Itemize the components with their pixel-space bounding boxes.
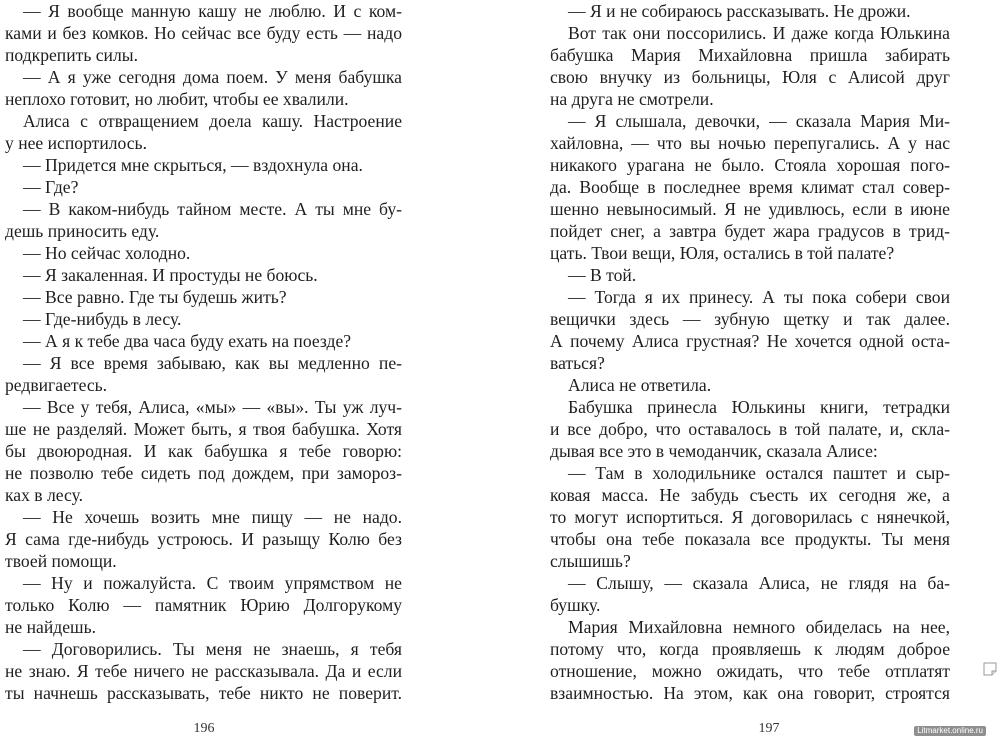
text-line: — Все равно. Где ты будешь жить?	[23, 287, 287, 307]
text-line: — Договорились. Ты меня не знаешь, я тебя	[23, 639, 402, 659]
text-line: слышишь?	[550, 551, 631, 571]
text-line: ках в лесу.	[5, 485, 84, 505]
text-line: ками и без комков. Но сейчас все буду есть — надо	[5, 23, 402, 43]
text-line: на друга не смотрели.	[550, 89, 714, 109]
text-line: — Я слышала, девочки, — сказала Мария Ми-	[568, 111, 950, 131]
text-line: то могут испортиться. Я договорилась с нянечкой,	[550, 507, 950, 527]
text-line: не знаю. Я тебе ничего не рассказывала. Да и если	[5, 661, 402, 681]
text-line: не найдешь.	[5, 617, 96, 637]
text-line: потому что, когда проявляешь к людям доброе	[550, 639, 950, 659]
text-line: хайловна, — что вы ночью перепугались. А у нас	[550, 133, 950, 153]
text-line: — А я уже сегодня дома поем. У меня бабушка	[23, 67, 402, 87]
left-page	[0, 0, 470, 738]
text-line: вещички здесь — зубную щетку и так далее.	[550, 309, 950, 329]
text-line: твоей помощи.	[5, 551, 117, 571]
text-line: Бабушка принесла Юлькины книги, тетрадки	[568, 397, 950, 417]
text-line: — Все у тебя, Алиса, «мы» — «вы». Ты уж луч-	[23, 397, 402, 417]
text-line: взаимностью. На этом, как она говорит, строятся	[550, 683, 950, 703]
text-line: шенно невыносимый. Я не удивлюсь, если в июне	[550, 199, 950, 219]
text-line: у нее испортилось.	[5, 133, 147, 153]
text-line: никакого урагана не было. Стояла хорошая пого-	[550, 155, 950, 175]
text-line: — Я вообще манную кашу не люблю. И с ком-	[23, 1, 402, 21]
text-line: дывая все это в чемоданчик, сказала Алисе:	[550, 441, 878, 461]
text-line: редвигаетесь.	[5, 375, 108, 395]
text-line: пойдет снег, а завтра будет жара градусов в трид-	[550, 221, 950, 241]
page-curl-icon[interactable]	[982, 661, 998, 677]
text-line: бушку.	[550, 595, 601, 615]
text-line: — Я и не собираюсь рассказывать. Не дрожи.	[568, 1, 911, 21]
text-line: Я сама где-нибудь устроюсь. И разыщу Колю без	[5, 529, 402, 549]
text-line: — Не хочешь возить мне пищу — не надо.	[23, 507, 402, 527]
text-line: свою внучку из больницы, Юля с Алисой друг	[550, 67, 950, 87]
page-number: 197	[758, 721, 780, 736]
text-line: — Я закаленная. И простуды не боюсь.	[23, 265, 318, 285]
text-line: Мария Михайловна немного обиделась на нее,	[568, 617, 950, 637]
text-line: — Но сейчас холодно.	[23, 243, 191, 263]
text-line: — Тогда я их принесу. А ты пока собери свои	[568, 287, 950, 307]
text-line: да. Вообще в последнее время климат стал совер-	[550, 177, 950, 197]
text-line: бабушка Мария Михайловна пришла забирать	[550, 45, 950, 65]
text-line: — Где-нибудь в лесу.	[23, 309, 182, 329]
text-line: подкрепить силы.	[5, 45, 138, 65]
text-line: только Колю — памятник Юрию Долгорукому	[5, 595, 402, 615]
text-line: А почему Алиса грустная? Не хочется одной оста-	[550, 331, 950, 351]
text-line: — В каком-нибудь тайном месте. А ты мне бу-	[23, 199, 402, 219]
text-line: ваться?	[550, 353, 605, 373]
page-number: 196	[193, 721, 215, 736]
text-line: — Я все время забываю, как вы медленно пе-	[23, 353, 402, 373]
text-line: — Там в холодильнике остался паштет и сыр-	[568, 463, 950, 483]
text-line: чтобы она тебе показала все продукты. Ты меня	[550, 529, 950, 549]
text-line: — А я к тебе два часа буду ехать на поезде?	[23, 331, 352, 351]
text-line: дешь приносить еду.	[5, 221, 160, 241]
right-page	[520, 0, 1000, 738]
text-line: Алиса с отвращением доела кашу. Настроение	[23, 111, 402, 131]
text-line: — Где?	[23, 177, 79, 197]
text-line: и все добро, что оставалось в той палате, и, скла-	[550, 419, 950, 439]
text-line: — Придется мне скрыться, — вздохнула она.	[23, 155, 363, 175]
watermark: Litmarket.online.ru	[914, 726, 986, 736]
text-line: — В той.	[568, 265, 637, 285]
text-line: отношение, можно ожидать, что тебе отплатят	[550, 661, 950, 681]
text-line: ше не разделяй. Может быть, я твоя бабушка. Хотя	[5, 419, 402, 439]
text-line: ковая масса. Не забудь съесть их сегодня же, а	[550, 485, 950, 505]
text-line: не позволю тебе сидеть под дождем, при замороз-	[5, 463, 402, 483]
text-line: ты начнешь рассказывать, тебе никто не поверит.	[5, 683, 402, 703]
text-line: — Ну и пожалуйста. С твоим упрямством не	[23, 573, 402, 593]
text-line: Вот так они поссорились. И даже когда Юлькина	[568, 23, 950, 43]
text-line: неплохо готовит, но любит, чтобы ее хвалили.	[5, 89, 349, 109]
text-line: цать. Твои вещи, Юля, остались в той палате?	[550, 243, 895, 263]
text-line: бы двоюродная. И как бабушка я тебе говорю:	[5, 441, 402, 461]
text-line: — Слышу, — сказала Алиса, не глядя на ба-	[568, 573, 950, 593]
text-line: Алиса не ответила.	[568, 375, 712, 395]
